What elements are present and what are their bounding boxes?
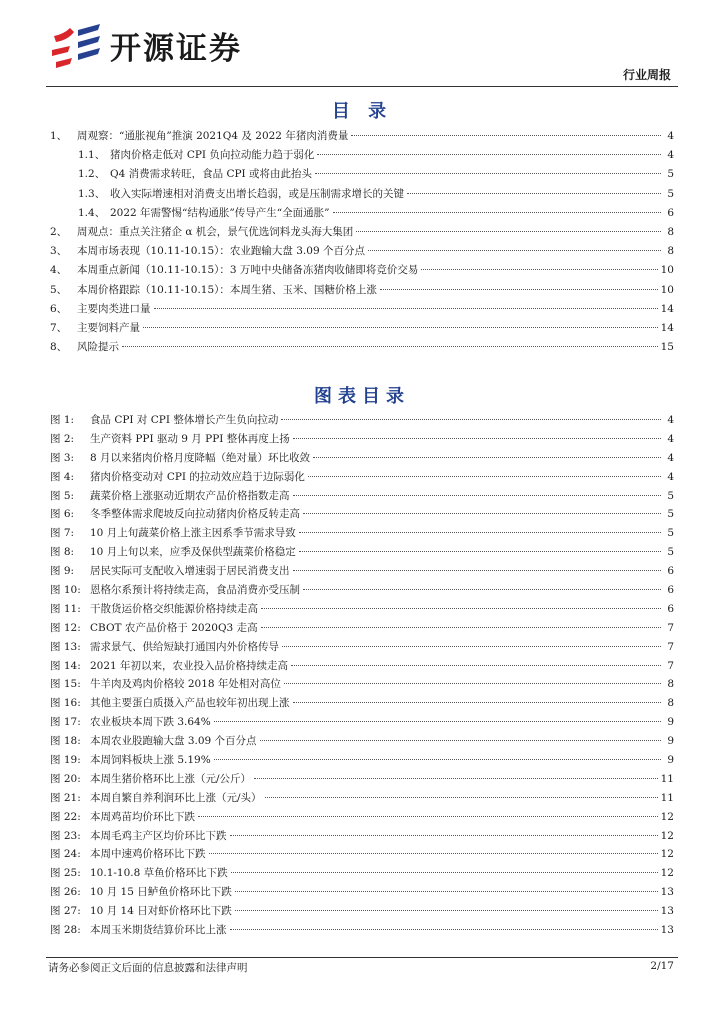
dot-leader <box>356 231 661 232</box>
figure-entry-number: 图 12: <box>50 621 81 634</box>
dot-leader <box>293 570 662 571</box>
figure-entry[interactable] <box>50 488 674 507</box>
dot-leader <box>261 608 661 609</box>
dot-leader <box>214 721 661 722</box>
toc-entry-number: 8、 <box>50 341 68 354</box>
toc-entry-number: 1.4、 <box>78 206 106 219</box>
figure-entry-text: 居民实际可支配收入增速弱于居民消费支出 <box>90 565 290 578</box>
figures-title: 图表目录 <box>314 386 410 407</box>
toc-entry-page: 14 <box>660 321 674 334</box>
figure-entry[interactable] <box>50 733 674 752</box>
figure-entry-text: 蔬菜价格上涨驱动近期农产品价格指数走高 <box>90 489 290 502</box>
figure-entry[interactable] <box>50 450 674 469</box>
figure-entry-text: 本周毛鸡主产区均价环比下跌 <box>90 829 227 842</box>
dot-leader <box>313 457 661 458</box>
figure-entry[interactable] <box>50 695 674 714</box>
dot-leader <box>351 135 661 136</box>
toc-entry-number: 4、 <box>50 264 68 277</box>
toc-entry-text: 2022 年需警惕“结构通胀”传导产生“全面通胀” <box>110 206 330 219</box>
figure-entry-page: 11 <box>660 791 674 804</box>
figure-entry-number: 图 14: <box>50 659 81 672</box>
figure-entry[interactable] <box>50 469 674 488</box>
figure-entry-page: 4 <box>667 414 674 426</box>
figure-entry[interactable] <box>50 431 674 450</box>
toc-entry-page: 15 <box>660 341 674 354</box>
figure-entry[interactable] <box>50 601 674 620</box>
toc-entry-page: 4 <box>667 130 674 142</box>
figure-entry-page: 5 <box>667 489 674 502</box>
figure-entry-number: 图 9: <box>50 565 75 578</box>
figure-entry[interactable] <box>50 828 674 847</box>
toc-entry[interactable] <box>50 339 674 358</box>
toc-entry-number: 7、 <box>50 321 68 334</box>
dot-leader <box>143 327 658 328</box>
figure-entry[interactable] <box>50 658 674 677</box>
dot-leader <box>333 212 661 213</box>
dot-leader <box>407 193 661 194</box>
figure-entry[interactable] <box>50 922 674 941</box>
toc-entry[interactable] <box>50 262 674 281</box>
figure-entry[interactable] <box>50 563 674 582</box>
figure-entry-text: 农业板块本周下跌 3.64% <box>90 716 211 729</box>
toc-entry[interactable] <box>50 166 674 185</box>
figure-entry-page: 12 <box>660 829 674 842</box>
toc-title: 目 录 <box>331 101 393 122</box>
figure-entry-page: 7 <box>667 621 674 634</box>
toc-entry-text: 收入实际增速相对消费支出增长趋弱，或是压制需求增长的关键 <box>110 187 404 200</box>
dot-leader <box>317 154 661 155</box>
figure-entry-page: 11 <box>660 772 674 785</box>
figure-entry-number: 图 13: <box>50 640 81 653</box>
figure-entry[interactable] <box>50 544 674 563</box>
dot-leader <box>303 513 661 514</box>
toc-entry-text: 猪肉价格走低对 CPI 负向拉动能力趋于弱化 <box>110 149 315 162</box>
figure-entry-page: 7 <box>667 659 674 672</box>
dot-leader <box>231 872 658 873</box>
dot-leader <box>299 551 661 552</box>
figure-entry-number: 图 22: <box>50 810 81 823</box>
figure-entry-text: 干散货运价格交织能源价格持续走高 <box>90 602 258 615</box>
toc-entry-page: 6 <box>667 206 674 219</box>
dot-leader <box>368 250 661 251</box>
figure-entry-page: 12 <box>660 848 674 861</box>
figure-entry-text: 本周鸡苗均价环比下跌 <box>90 810 195 823</box>
figure-entry-page: 13 <box>660 924 674 937</box>
toc-entry-number: 3、 <box>50 245 68 258</box>
toc-entry[interactable] <box>50 128 674 147</box>
figure-entry-page: 9 <box>667 754 674 767</box>
figure-entry-text: 10 月上旬蔬菜价格上涨主因系季节需求导致 <box>90 527 296 540</box>
dot-leader <box>282 646 661 647</box>
figure-entry[interactable] <box>50 525 674 544</box>
dot-leader <box>291 665 661 666</box>
figure-entry-text: 本周自繁自养利润环比上涨（元/头） <box>90 791 262 804</box>
figure-entry-text: 2021 年初以来，农业投入品价格持续走高 <box>90 659 289 672</box>
dot-leader <box>230 929 658 930</box>
toc-entry-text: 风险提示 <box>77 341 119 354</box>
toc-entry[interactable] <box>50 243 674 262</box>
figure-entry-page: 9 <box>667 716 674 729</box>
figure-entry-number: 图 27: <box>50 905 81 918</box>
figure-entry[interactable] <box>50 639 674 658</box>
figure-entry-number: 图 3: <box>50 451 75 464</box>
figure-entry-page: 5 <box>667 546 674 559</box>
toc-entry-number: 1、 <box>50 130 68 142</box>
figure-entry-number: 图 7: <box>50 527 75 540</box>
figure-entry-number: 图 8: <box>50 546 75 559</box>
figure-entry-page: 4 <box>667 470 674 483</box>
figure-entry-page: 6 <box>667 602 674 615</box>
toc-entry-number: 6、 <box>50 302 68 315</box>
figure-entry[interactable] <box>50 790 674 809</box>
dot-leader <box>315 173 661 174</box>
figure-entry-number: 图 1: <box>50 414 75 426</box>
figure-entry-text: 生产资料 PPI 驱动 9 月 PPI 整体再度上扬 <box>90 432 290 445</box>
dot-leader <box>421 269 657 270</box>
figure-entry-number: 图 6: <box>50 508 75 521</box>
toc-entry-page: 8 <box>667 245 674 258</box>
figure-entry[interactable] <box>50 620 674 639</box>
figure-entry-page: 5 <box>667 527 674 540</box>
page-number: 2/17 <box>650 960 674 972</box>
dot-leader <box>265 797 658 798</box>
figure-entry-page: 4 <box>667 432 674 445</box>
dot-leader <box>254 778 658 779</box>
toc-entry[interactable] <box>50 205 674 224</box>
figure-entry-number: 图 17: <box>50 716 81 729</box>
figure-entry-text: 10 月上旬以来，应季及保供型蔬菜价格稳定 <box>90 546 296 559</box>
figure-entry-page: 7 <box>667 640 674 653</box>
dot-leader <box>293 438 661 439</box>
dot-leader <box>235 910 658 911</box>
figure-entry-text: 本周饲料板块上涨 5.19% <box>90 754 211 767</box>
figure-entry-text: 恩格尔系预计将持续走高，食品消费亦受压制 <box>90 584 300 597</box>
figure-entry-page: 12 <box>660 867 674 880</box>
figure-entry-text: 10.1-10.8 草鱼价格环比下跌 <box>90 867 228 880</box>
toc-entry-text: 周观察：“通胀视角”推演 2021Q4 及 2022 年猪肉消费量 <box>77 130 349 142</box>
dot-leader <box>261 627 661 628</box>
toc-entry-number: 1.1、 <box>78 149 106 162</box>
table-of-contents <box>50 128 674 358</box>
toc-entry-text: 周观点：重点关注猪企 α 机会，景气优选饲料龙头海大集团 <box>77 225 354 238</box>
dot-leader <box>154 308 658 309</box>
toc-entry-page: 5 <box>667 187 674 200</box>
figure-entry-page: 4 <box>667 451 674 464</box>
logo-text: 开源证券 <box>110 30 242 67</box>
figure-entry-text: 8 月以来猪肉价格月度降幅（绝对量）环比收敛 <box>90 451 311 464</box>
dot-leader <box>284 683 661 684</box>
toc-entry-page: 10 <box>660 264 674 277</box>
dot-leader <box>209 853 658 854</box>
figure-entry-page: 13 <box>660 886 674 899</box>
figure-entry-number: 图 20: <box>50 772 81 785</box>
figure-entry-text: 需求景气、供给短缺打通国内外价格传导 <box>90 640 279 653</box>
toc-entry-text: 主要肉类进口量 <box>77 302 151 315</box>
toc-entry-text: Q4 消费需求转旺，食品 CPI 或将由此抬头 <box>110 168 313 181</box>
figure-entry-number: 图 28: <box>50 924 81 937</box>
footer-divider <box>46 957 678 958</box>
figure-entry-page: 6 <box>667 584 674 597</box>
dot-leader <box>308 476 661 477</box>
figure-entry[interactable] <box>50 809 674 828</box>
figure-entry[interactable] <box>50 506 674 525</box>
toc-entry-text: 本周市场表现（10.11-10.15）：农业跑输大盘 3.09 个百分点 <box>77 245 365 258</box>
toc-entry-number: 1.2、 <box>78 168 106 181</box>
dot-leader <box>214 759 661 760</box>
toc-entry-page: 10 <box>660 283 674 296</box>
figure-entry-text: 本周中速鸡价格环比下跌 <box>90 848 206 861</box>
figure-entry-number: 图 2: <box>50 432 75 445</box>
dot-leader <box>281 419 661 420</box>
dot-leader <box>235 891 658 892</box>
figure-entry-number: 图 21: <box>50 791 81 804</box>
dot-leader <box>293 495 662 496</box>
kaiyuan-logo-icon <box>50 20 104 70</box>
figure-entry-text: CBOT 农产品价格于 2020Q3 走高 <box>90 621 258 634</box>
toc-entry-text: 本周重点新闻（10.11-10.15）：3 万吨中央储备冻猪肉收储即将竞价交易 <box>77 264 419 277</box>
figure-entry-page: 12 <box>660 810 674 823</box>
figure-entry-page: 6 <box>667 565 674 578</box>
figure-entry[interactable] <box>50 676 674 695</box>
figure-entry-text: 本周农业股跑输大盘 3.09 个百分点 <box>90 735 257 748</box>
toc-entry-text: 本周价格跟踪（10.11-10.15）：本周生猪、玉米、国糖价格上涨 <box>77 283 377 296</box>
dot-leader <box>122 346 658 347</box>
figure-entry-text: 冬季整体需求爬坡反向拉动猪肉价格反转走高 <box>90 508 300 521</box>
figure-entry-number: 图 25: <box>50 867 81 880</box>
toc-entry-number: 1.3、 <box>78 187 106 200</box>
figure-entry-text: 10 月 14 日对虾价格环比下跌 <box>90 905 232 918</box>
toc-entry-text: 主要饲料产量 <box>77 321 140 334</box>
figure-entry-number: 图 16: <box>50 697 81 710</box>
figure-entry-number: 图 18: <box>50 735 81 748</box>
figure-entry[interactable] <box>50 752 674 771</box>
figure-entry-number: 图 10: <box>50 584 81 597</box>
figure-entry-text: 牛羊肉及鸡肉价格较 2018 年处相对高位 <box>90 678 281 691</box>
dot-leader <box>303 589 661 590</box>
toc-entry[interactable] <box>50 282 674 301</box>
figure-entry-number: 图 19: <box>50 754 81 767</box>
toc-entry-page: 14 <box>660 302 674 315</box>
toc-entry-page: 5 <box>667 168 674 181</box>
dot-leader <box>230 835 658 836</box>
figure-entry-number: 图 24: <box>50 848 81 861</box>
figure-entry-text: 猪肉价格变动对 CPI 的拉动效应趋于边际弱化 <box>90 470 305 483</box>
figure-entry-number: 图 5: <box>50 489 75 502</box>
figure-entry[interactable] <box>50 412 674 431</box>
figure-entry-number: 图 23: <box>50 829 81 842</box>
company-logo <box>50 20 242 70</box>
toc-entry-number: 5、 <box>50 283 68 296</box>
toc-entry-number: 2、 <box>50 225 68 238</box>
dot-leader <box>293 702 662 703</box>
toc-entry-page: 4 <box>667 149 674 162</box>
figure-entry-text: 其他主要蛋白质摄入产品也较年初出现上涨 <box>90 697 290 710</box>
footer-disclaimer: 请务必参阅正文后面的信息披露和法律声明 <box>48 962 248 974</box>
dot-leader <box>299 532 661 533</box>
figure-entry[interactable] <box>50 846 674 865</box>
figure-entry-number: 图 15: <box>50 678 81 691</box>
figure-entry-page: 13 <box>660 905 674 918</box>
figure-entry-text: 10 月 15 日鲈鱼价格环比下跌 <box>90 886 232 899</box>
figure-entry[interactable] <box>50 771 674 790</box>
figure-entry-text: 本周玉米期货结算价环比上涨 <box>90 924 227 937</box>
figure-entry-number: 图 4: <box>50 470 75 483</box>
figure-entry[interactable] <box>50 582 674 601</box>
report-type-label: 行业周报 <box>622 68 671 82</box>
toc-entry[interactable] <box>50 224 674 243</box>
figure-entry-page: 5 <box>667 508 674 521</box>
figure-entry[interactable] <box>50 865 674 884</box>
figure-entry-page: 9 <box>667 735 674 748</box>
figure-entry-text: 本周生猪价格环比上涨（元/公斤） <box>90 772 252 785</box>
figure-entry-page: 8 <box>667 697 674 710</box>
dot-leader <box>260 740 661 741</box>
toc-entry[interactable] <box>50 301 674 320</box>
toc-entry-page: 8 <box>667 225 674 238</box>
figure-entry-number: 图 11: <box>50 602 81 615</box>
figure-entry[interactable] <box>50 903 674 922</box>
figure-entry-text: 食品 CPI 对 CPI 整体增长产生负向拉动 <box>90 414 279 426</box>
figure-entry[interactable] <box>50 884 674 903</box>
figure-entry-page: 8 <box>667 678 674 691</box>
figure-entry-number: 图 26: <box>50 886 81 899</box>
toc-entry[interactable] <box>50 186 674 205</box>
toc-entry[interactable] <box>50 147 674 166</box>
header-divider <box>46 86 678 87</box>
figure-entry[interactable] <box>50 714 674 733</box>
figure-index <box>50 412 674 941</box>
dot-leader <box>380 289 658 290</box>
dot-leader <box>198 816 658 817</box>
toc-entry[interactable] <box>50 320 674 339</box>
